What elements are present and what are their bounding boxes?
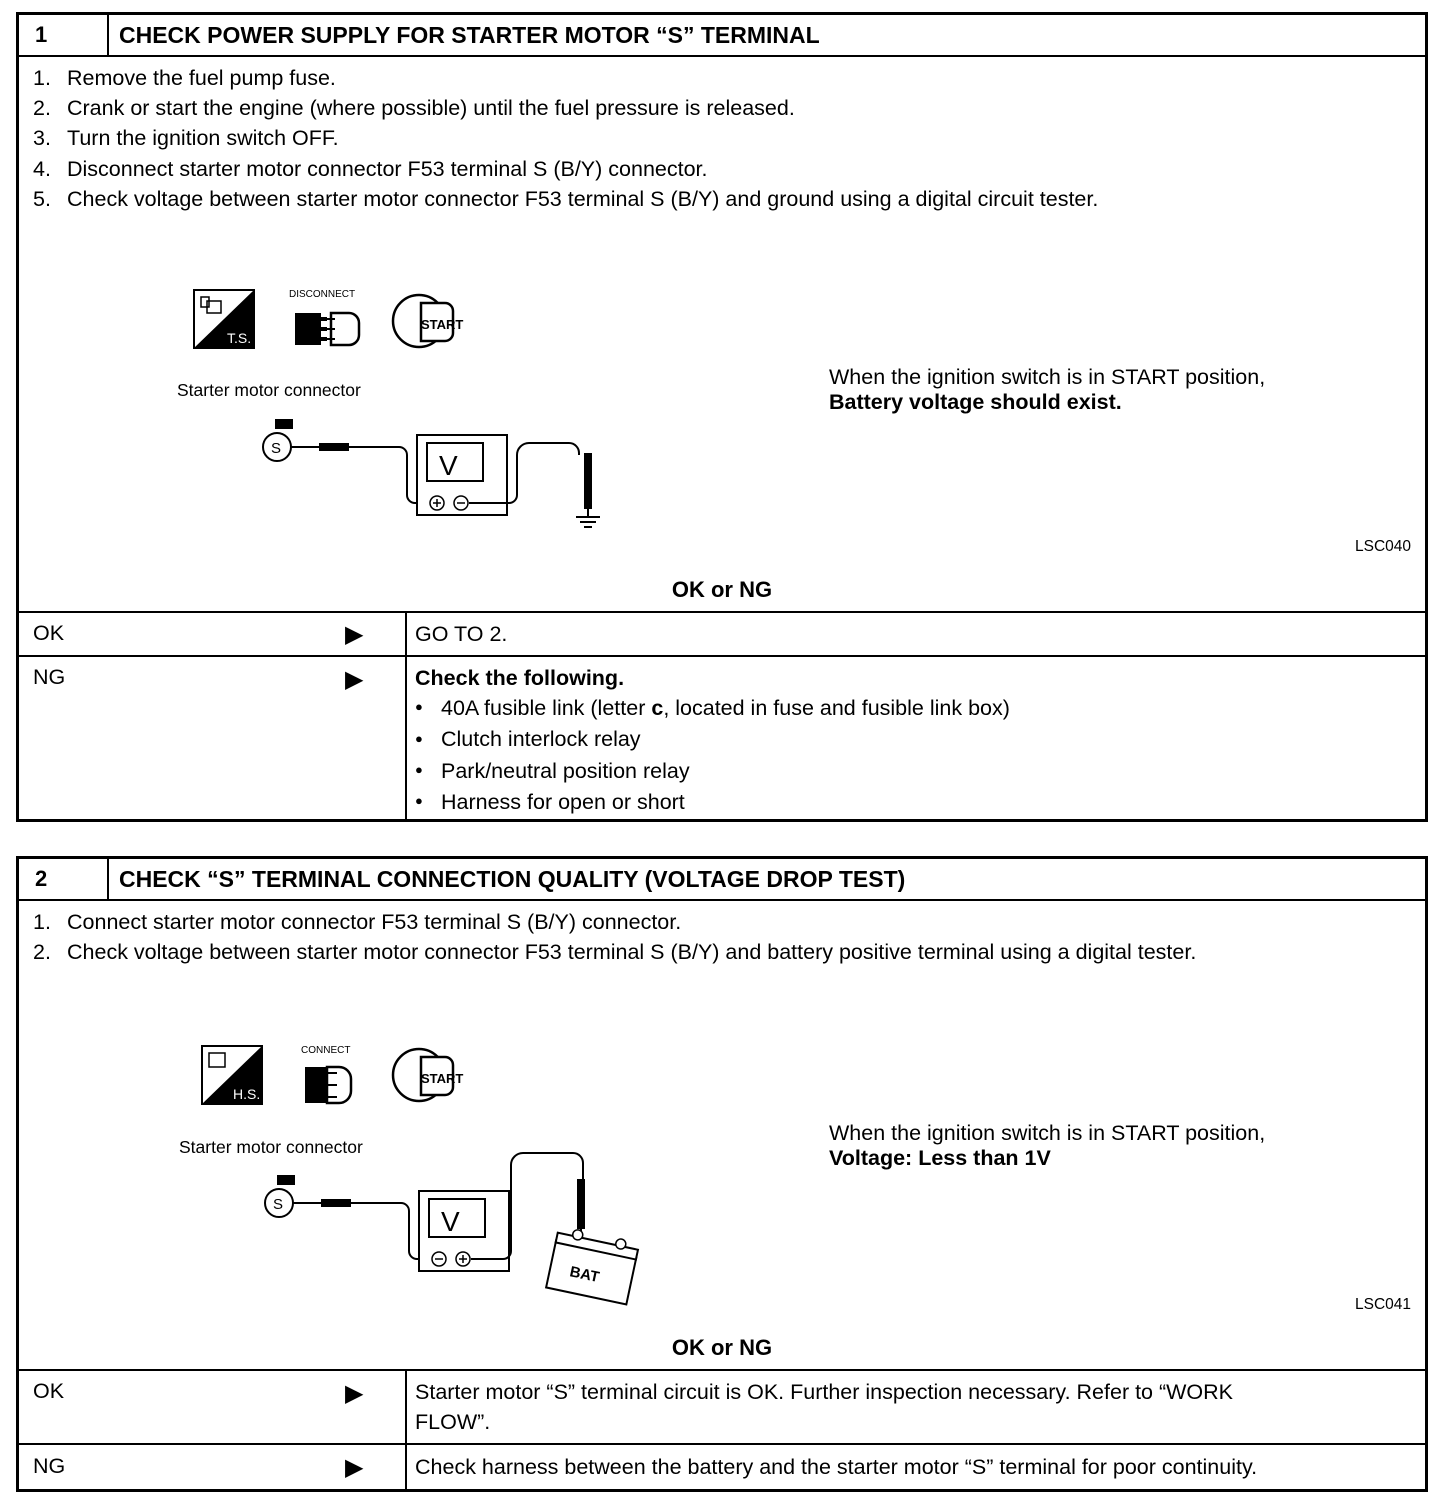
instruction-item — [33, 154, 1098, 184]
step-1-header — [19, 15, 1425, 57]
instruction-number: 1. — [33, 66, 51, 90]
instruction-item — [33, 63, 1098, 93]
instruction-text: Check voltage between starter motor connector F53 terminal S (B/Y) and battery positive terminal using a digital tester. — [67, 940, 1197, 965]
key-icon-label: START — [421, 317, 464, 332]
step-1-panel — [16, 12, 1428, 822]
tester-icon — [193, 289, 255, 349]
arrow-icon: ▶ — [345, 1380, 364, 1407]
connect-connector-icon — [301, 1061, 361, 1109]
expected-result-note — [829, 365, 1265, 415]
instruction-text: Connect starter motor connector F53 terminal S (B/Y) connector. — [67, 910, 682, 934]
result-row-ok — [19, 1369, 1425, 1445]
result-value — [415, 1377, 1233, 1437]
ok-or-ng-title: OK or NG — [671, 577, 773, 602]
step-title: CHECK POWER SUPPLY FOR STARTER MOTOR “S” TERMINAL — [119, 22, 820, 48]
instruction-item — [33, 123, 1098, 153]
instruction-text: Crank or start the engine (where possible) until the fuel pressure is released. — [67, 96, 795, 121]
voltmeter-ground-diagram — [249, 415, 609, 535]
result-value-line: Starter motor “S” terminal circuit is OK. Further inspection necessary. Refer to “WORK — [415, 1380, 1234, 1404]
check-item: ● Clutch interlock relay — [415, 724, 1010, 755]
check-item: ● Harness for open or short — [415, 787, 1010, 818]
tester-icon-label: H.S. — [233, 1086, 261, 1102]
result-value: GO TO 2. — [415, 622, 508, 646]
note-line: When the ignition switch is in START position, — [829, 1121, 1266, 1145]
key-icon-label: START — [421, 1071, 464, 1086]
disconnect-connector-icon — [291, 305, 361, 353]
divider — [405, 613, 407, 657]
result-key: NG — [33, 1454, 66, 1478]
step-2-header — [19, 859, 1425, 901]
connector-icon-label: CONNECT — [301, 1045, 351, 1056]
meter-v-label: V — [439, 450, 458, 481]
instruction-number: 2. — [33, 96, 51, 121]
instruction-number: 4. — [33, 156, 51, 181]
result-row-ok — [19, 611, 1425, 657]
instruction-item — [33, 907, 1196, 937]
divider — [405, 1445, 407, 1491]
instruction-text: Check voltage between starter motor connector F53 terminal S (B/Y) and ground using a digital circuit tester. — [67, 186, 1099, 211]
result-key: OK — [33, 1379, 65, 1403]
result-row-ng — [19, 1443, 1425, 1491]
note-emphasis: Voltage: Less than 1V — [829, 1146, 1051, 1170]
instruction-text: Disconnect starter motor connector F53 terminal S (B/Y) connector. — [67, 156, 708, 181]
battery-label: BAT — [568, 1263, 601, 1287]
check-item: ● Park/neutral position relay — [415, 756, 1010, 787]
result-value — [415, 663, 1010, 818]
tester-icon-label: T.S. — [227, 330, 252, 346]
step-number: 1 — [19, 15, 109, 55]
voltmeter-battery-diagram — [249, 1149, 629, 1329]
arrow-icon: ▶ — [345, 621, 364, 648]
result-value: Check harness between the battery and the starter motor “S” terminal for poor continuity. — [415, 1455, 1258, 1479]
instruction-item — [33, 93, 1098, 123]
instruction-list — [33, 907, 1196, 967]
result-row-ng — [19, 655, 1425, 821]
ignition-key-start-icon — [391, 291, 464, 353]
connector-label: Starter motor connector — [179, 1137, 363, 1157]
divider — [405, 657, 407, 821]
instruction-number: 1. — [33, 910, 51, 934]
check-item-text: 40A fusible link (letter — [441, 696, 652, 720]
terminal-s-label: S — [271, 440, 282, 457]
check-list — [415, 693, 1010, 818]
tester-icon — [201, 1045, 263, 1105]
ok-or-ng-title: OK or NG — [671, 1335, 773, 1360]
meter-v-label: V — [441, 1206, 460, 1237]
arrow-icon: ▶ — [345, 666, 364, 693]
instruction-list — [33, 63, 1098, 214]
step-number: 2 — [19, 859, 109, 899]
instruction-item — [33, 937, 1196, 967]
note-line: When the ignition switch is in START position, — [829, 365, 1266, 389]
result-key: OK — [33, 621, 65, 645]
connector-label: Starter motor connector — [177, 380, 361, 400]
figure-code: LSC040 — [1354, 538, 1411, 555]
divider — [405, 1371, 407, 1445]
figure-code: LSC041 — [1354, 1296, 1411, 1313]
check-item-text: , located in fuse and fusible link box) — [663, 696, 1010, 720]
result-key: NG — [33, 665, 66, 689]
step-title: CHECK “S” TERMINAL CONNECTION QUALITY (VOLTAGE DROP TEST) — [119, 866, 906, 892]
note-emphasis: Battery voltage should exist. — [829, 390, 1122, 414]
check-item-bold: c — [651, 696, 664, 720]
step-2-panel — [16, 856, 1428, 1492]
instruction-text: Turn the ignition switch OFF. — [67, 126, 339, 151]
ng-heading: Check the following. — [415, 666, 625, 690]
expected-result-note — [829, 1121, 1265, 1171]
instruction-number: 2. — [33, 940, 51, 965]
instruction-number: 5. — [33, 186, 51, 211]
result-value-line: FLOW”. — [415, 1410, 491, 1434]
instruction-text: Remove the fuel pump fuse. — [67, 66, 336, 90]
instruction-number: 3. — [33, 126, 51, 151]
check-item — [415, 693, 1010, 724]
instruction-item — [33, 184, 1098, 214]
ignition-key-start-icon — [391, 1045, 464, 1107]
connector-icon-label: DISCONNECT — [289, 289, 356, 300]
terminal-s-label: S — [273, 1196, 284, 1213]
arrow-icon: ▶ — [345, 1454, 364, 1481]
